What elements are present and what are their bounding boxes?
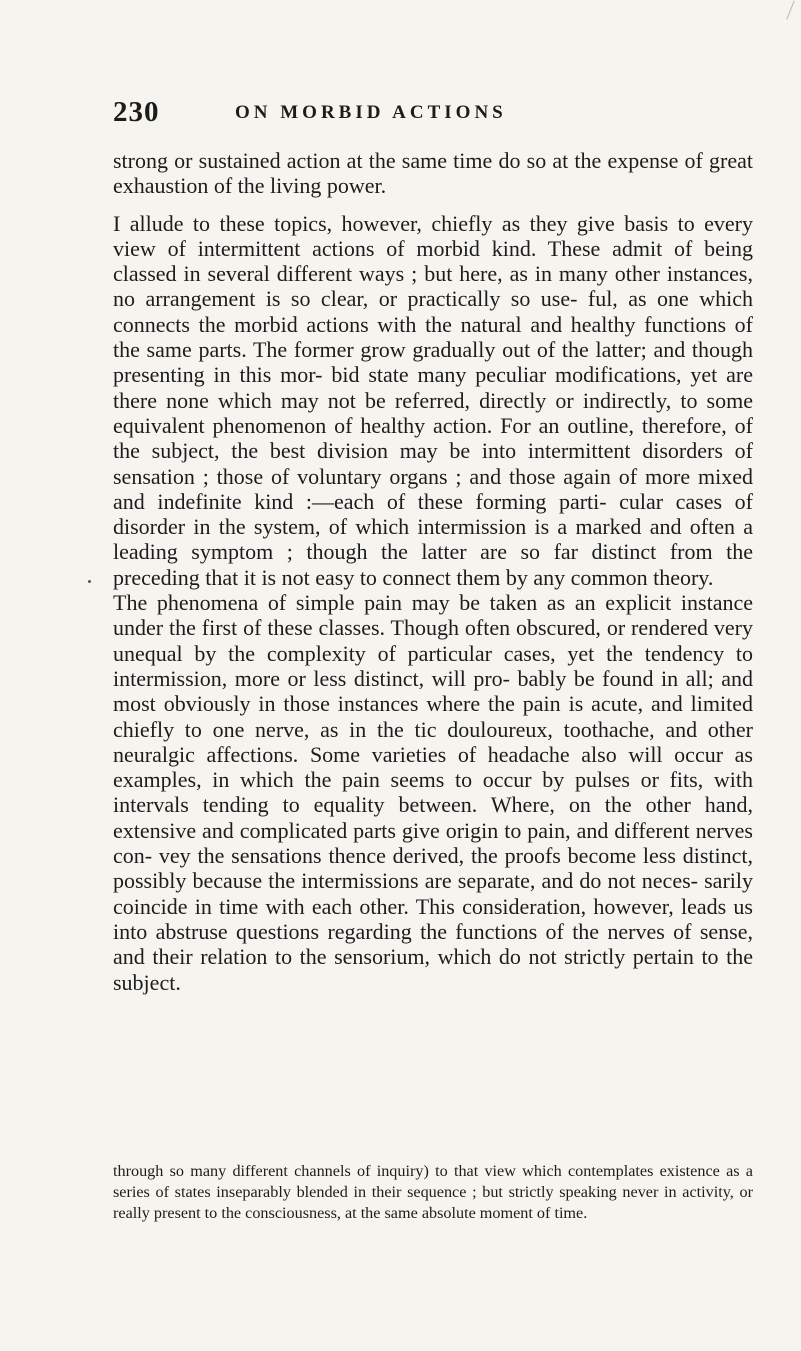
running-head (113, 96, 753, 130)
paragraph-simple-pain: The phenomena of simple pain may be taken as an explicit instance under the first of these classes. Though often obscured, or rendered very unequal by the complexity of particular cases, yet the tendency to intermission, more or less distinct, will pro- bably be found in all; and most obviously in those instances where the pain is acute, and limited chiefly to one nerve, as in the tic douloureux, toothache, and other neuralgic affections. Some varieties of headache also will occur as examples, in which the pain seems to occur by pulses or fits, with intervals tending to equality between. Where, on the other hand, extensive and complicated parts give origin to pain, and different nerves con- vey the sensations thence derived, the proofs become less distinct, possibly because the intermissions are separate, and do not neces- sarily coincide in time with each other. This consideration, however, leads us into abstruse questions regarding the functions of the nerves of sense, and their relation to the sensorium, which do not strictly pertain to the subject. (113, 590, 753, 995)
paper-mark (786, 1, 794, 20)
paragraph-intermittent-actions: I allude to these topics, however, chiefly as they give basis to every view of intermittent actions of morbid kind. These admit of being classed in several different ways ; but here, as in many other instances, no arrangement is so clear, or practically so use- ful, as one which connects the morbid actions with the natural and healthy functions of the same parts. The former grow gradually out of the latter; and though presenting in this mor- bid state many peculiar modifications, yet are there none which may not be referred, directly or indirectly, to some equivalent phenomenon of healthy action. For an outline, therefore, of the subject, the best division may be into intermittent disorders of sensation ; those of voluntary organs ; and those again of more mixed and indefinite kind :—each of these forming parti- cular cases of disorder in the system, of which intermission is a marked and often a leading symptom ; though the latter are so far distinct from the preceding that it is not easy to connect them by any common theory. (113, 210, 753, 590)
footnote (113, 1161, 753, 1224)
paper-speck (88, 580, 91, 583)
main-text (113, 148, 753, 995)
paragraph-continuation: strong or sustained action at the same time do so at the expense of great exhaustion of the living power. (113, 148, 753, 199)
running-title: ON MORBID ACTIONS (235, 102, 507, 123)
page-number: 230 (113, 96, 160, 128)
footnote-text: through so many different channels of inquiry) to that view which contemplates existence as a series of states inseparably blended in their sequence ; but strictly speaking never in activity, or really present to the consciousness, at the same absolute moment of time. (113, 1162, 753, 1222)
